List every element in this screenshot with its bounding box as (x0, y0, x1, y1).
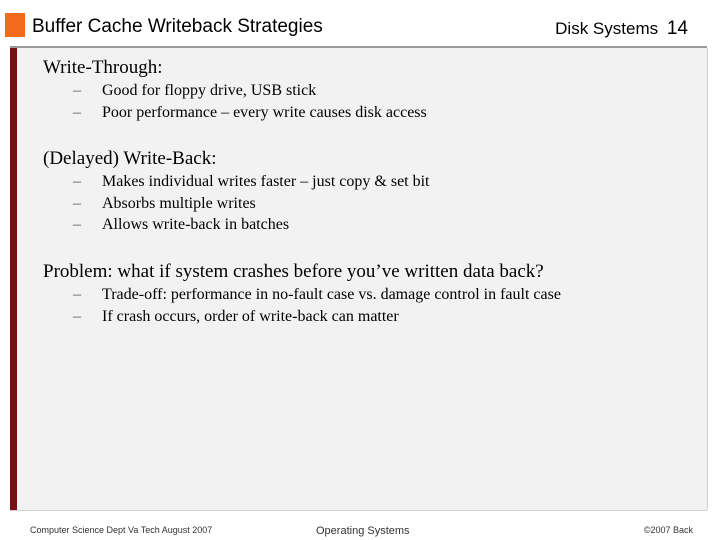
bullet-text: Makes individual writes faster – just copy & set bit (102, 173, 430, 190)
bullet-list (43, 284, 561, 327)
footer-course: Operating Systems (316, 525, 410, 537)
bullet-dash: – (73, 82, 81, 99)
bullet-item (43, 80, 427, 102)
accent-square (5, 13, 25, 37)
bullet-item (43, 214, 430, 236)
bullet-text: Poor performance – every write causes disk access (102, 103, 427, 121)
section-heading: Problem: what if system crashes before you’ve written data back? (43, 261, 544, 282)
bullet-text: Trade-off: performance in no-fault case vs. damage control in fault case (102, 286, 561, 303)
section-name: Disk Systems (555, 19, 659, 38)
bullet-item (43, 102, 427, 124)
bullet-text: Good for floppy drive, USB stick (102, 82, 317, 99)
header-section-label (555, 18, 688, 40)
bullet-item (43, 171, 430, 193)
bullet-dash: – (73, 194, 81, 212)
footer-divider (10, 510, 707, 511)
bullet-text: If crash occurs, order of write-back can matter (102, 307, 399, 325)
bullet-item (43, 306, 561, 328)
slide-title: Buffer Cache Writeback Strategies (32, 16, 323, 37)
bullet-item (43, 284, 561, 306)
section-write-through (43, 57, 427, 123)
bullet-dash: – (73, 286, 81, 303)
bullet-dash: – (73, 173, 81, 190)
bullet-dash: – (73, 216, 81, 233)
section-problem (43, 261, 561, 327)
bullet-item (43, 193, 430, 215)
bullet-dash: – (73, 103, 81, 121)
section-write-back (43, 148, 430, 236)
bullet-dash: – (73, 307, 81, 325)
left-accent-bar (10, 48, 17, 510)
bullet-list (43, 171, 430, 236)
footer-affiliation: Computer Science Dept Va Tech August 2007 (30, 525, 213, 535)
slide-number: 14 (666, 18, 688, 39)
section-heading: Write-Through: (43, 57, 163, 78)
section-heading: (Delayed) Write-Back: (43, 148, 217, 169)
bullet-list (43, 80, 427, 123)
bullet-text: Absorbs multiple writes (102, 194, 256, 212)
bullet-text: Allows write-back in batches (102, 216, 290, 233)
footer-copyright: ©2007 Back (643, 525, 693, 535)
